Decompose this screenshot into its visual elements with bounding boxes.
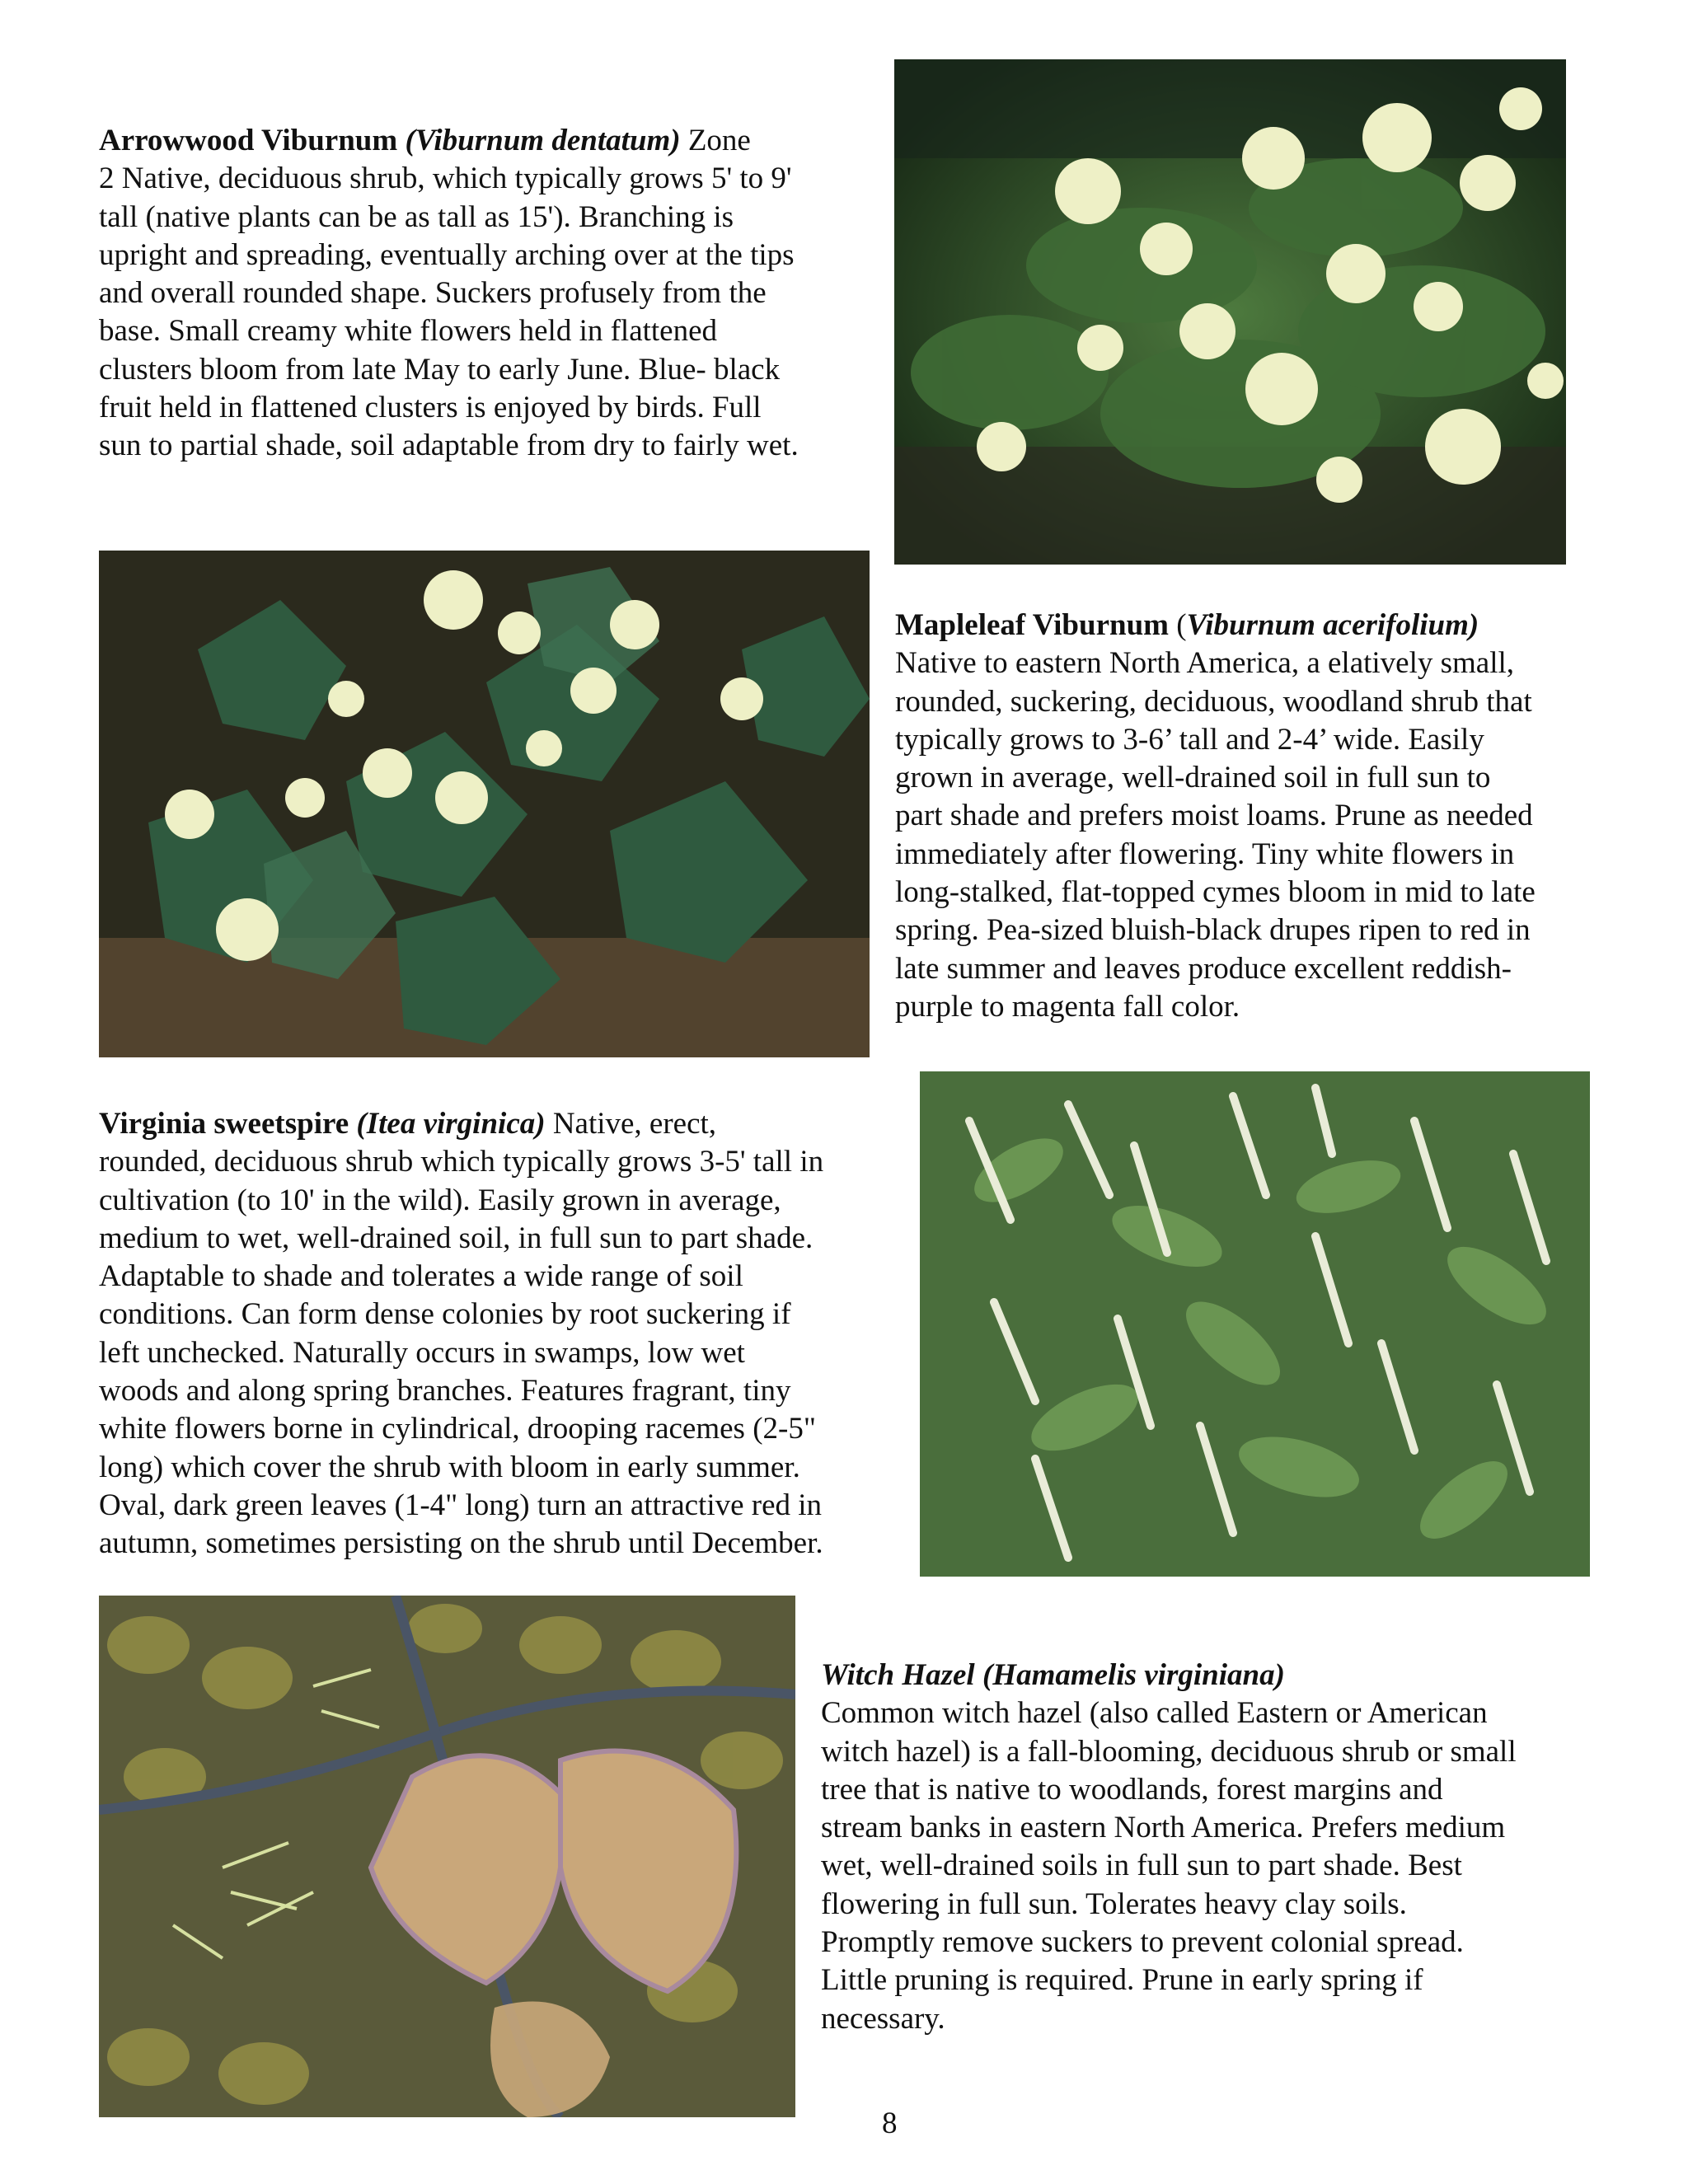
entry-witch-hazel — [821, 1657, 1645, 2038]
sweetspire-line-0: Native, erect, — [552, 1107, 717, 1141]
arrowwood-line-0: Zone — [687, 124, 751, 157]
witch-hazel-line-4: wet, well-drained soils in full sun to part shade. Best — [821, 1849, 1462, 1883]
sweetspire-photo — [920, 1071, 1590, 1577]
witch-hazel-photo — [99, 1596, 795, 2117]
arrowwood-line-3: upright and spreading, eventually arching over at the tips — [99, 237, 795, 272]
arrowwood-scientific-name: (Viburnum dentatum) — [405, 124, 681, 157]
arrowwood-line-4: and overall rounded shape. Suckers profusely from the — [99, 276, 767, 311]
page-number: 8 — [882, 2107, 898, 2140]
mapleleaf-line-2: typically grows to 3-6’ tall and 2-4’ wide. Easily — [895, 722, 1484, 757]
entry-sweetspire — [99, 1105, 907, 1563]
witch-hazel-line-3: stream banks in eastern North America. Prefers medium — [821, 1811, 1506, 1845]
mapleleaf-line-8: late summer and leaves produce excellent reddish- — [895, 951, 1512, 986]
sweetspire-line-1: rounded, deciduous shrub which typically grows 3-5' tall in — [99, 1145, 824, 1179]
sweetspire-line-11: autumn, sometimes persisting on the shrub until December. — [99, 1526, 823, 1561]
arrowwood-line-7: fruit held in flattened clusters is enjoyed by birds. Full — [99, 391, 762, 425]
mapleleaf-line-5: immediately after flowering. Tiny white flowers in — [895, 837, 1515, 871]
witch-hazel-line-8: necessary. — [821, 2001, 945, 2036]
sweetspire-line-7: woods and along spring branches. Features fragrant, tiny — [99, 1374, 791, 1408]
sweetspire-line-8: white flowers borne in cylindrical, drooping racemes (2-5" — [99, 1412, 816, 1446]
sweetspire-scientific-name: (Itea virginica) — [356, 1107, 546, 1141]
witch-hazel-line-7: Little pruning is required. Prune in early spring if — [821, 1963, 1423, 1998]
sweetspire-line-9: long) which cover the shrub with bloom in early summer. — [99, 1450, 800, 1484]
mapleleaf-line-7: spring. Pea-sized bluish-black drupes ripen to red in — [895, 913, 1531, 948]
arrowwood-line-5: base. Small creamy white flowers held in flattened — [99, 314, 718, 349]
arrowwood-line-8: sun to partial shade, soil adaptable from dry to fairly wet. — [99, 429, 799, 463]
sweetspire-common-name: Virginia sweetspire — [99, 1107, 349, 1141]
arrowwood-line-6: clusters bloom from late May to early June. Blue- black — [99, 352, 781, 387]
arrowwood-photo — [894, 59, 1566, 565]
entry-arrowwood — [99, 122, 890, 466]
mapleleaf-line-4: part shade and prefers moist loams. Prune as needed — [895, 799, 1533, 833]
sweetspire-line-6: left unchecked. Naturally occurs in swamps, low wet — [99, 1335, 745, 1370]
arrowwood-common-name: Arrowwood Viburnum — [99, 124, 398, 157]
witch-hazel-line-0: Common witch hazel (also called Eastern or American — [821, 1696, 1488, 1731]
entry-mapleleaf — [895, 607, 1637, 1026]
mapleleaf-line-6: long-stalked, flat-topped cymes bloom in mid to late — [895, 875, 1536, 910]
witch-hazel-line-2: tree that is native to woodlands, forest margins and — [821, 1772, 1443, 1807]
mapleleaf-common-name: Mapleleaf Viburnum — [895, 608, 1169, 642]
witch-hazel-line-5: flowering in full sun. Tolerates heavy clay soils. — [821, 1886, 1407, 1921]
sweetspire-line-10: Oval, dark green leaves (1-4" long) turn an attractive red in — [99, 1488, 823, 1522]
mapleleaf-photo — [99, 551, 870, 1057]
arrowwood-line-2: tall (native plants can be as tall as 15'). Branching is — [99, 199, 734, 234]
sweetspire-line-4: Adaptable to shade and tolerates a wide range of soil — [99, 1259, 743, 1294]
mapleleaf-scientific-open: ( — [1176, 608, 1187, 642]
arrowwood-line-1: 2 Native, deciduous shrub, which typically grows 5' to 9' — [99, 162, 792, 196]
witch-hazel-title: Witch Hazel (Hamamelis virginiana) — [821, 1658, 1285, 1692]
sweetspire-line-3: medium to wet, well-drained soil, in full sun to part shade. — [99, 1221, 814, 1255]
mapleleaf-line-3: grown in average, well-drained soil in full sun to — [895, 761, 1491, 795]
mapleleaf-line-0: Native to eastern North America, a elatively small, — [895, 646, 1515, 681]
sweetspire-line-2: cultivation (to 10' in the wild). Easily grown in average, — [99, 1183, 781, 1217]
witch-hazel-line-1: witch hazel) is a fall-blooming, deciduous shrub or small — [821, 1734, 1517, 1769]
mapleleaf-line-9: purple to magenta fall color. — [895, 989, 1240, 1024]
sweetspire-line-5: conditions. Can form dense colonies by root suckering if — [99, 1297, 791, 1332]
witch-hazel-line-6: Promptly remove suckers to prevent colonial spread. — [821, 1925, 1464, 1960]
mapleleaf-scientific-name: Viburnum acerifolium) — [1186, 608, 1479, 642]
mapleleaf-line-1: rounded, suckering, deciduous, woodland shrub that — [895, 684, 1532, 719]
